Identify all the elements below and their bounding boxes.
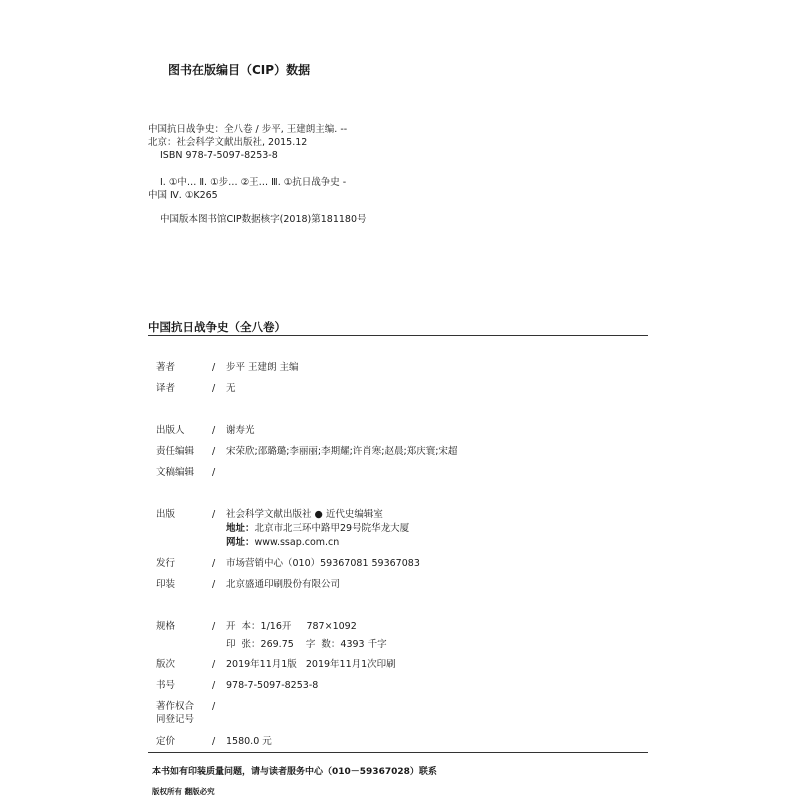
copyright-label-line2: 同登记号: [156, 714, 195, 725]
spec-sheets: 印 张：269.75 字 数：4393 千字: [226, 639, 387, 650]
separator-slash: /: [212, 509, 216, 520]
separator-slash: /: [212, 579, 216, 590]
cip-heading: 图书在版编目（CIP）数据: [168, 63, 311, 77]
separator-slash: /: [212, 446, 216, 457]
quality-notice: 本书如有印装质量问题，请与读者服务中心（010－59367028）联系: [152, 767, 437, 777]
author-value: 步平 王建朗 主编: [226, 362, 299, 373]
footer-divider: [148, 752, 648, 753]
publish-value: 社会科学文献出版社 ● 近代史编辑室: [226, 509, 383, 520]
address-label: 地址：: [226, 523, 255, 534]
spec-format: 开 本：1/16开 787×1092: [226, 621, 357, 632]
separator-slash: /: [212, 621, 216, 632]
cip-line: 北京：社会科学文献出版社, 2015.12: [148, 137, 308, 148]
copyright-label-line1: 著作权合: [156, 701, 195, 712]
isbn-value: 978-7-5097-8253-8: [226, 680, 319, 691]
separator-slash: /: [212, 558, 216, 569]
separator-slash: /: [212, 467, 216, 478]
book-title: 中国抗日战争史（全八卷）: [148, 320, 286, 334]
cip-line: ISBN 978-7-5097-8253-8: [160, 150, 278, 161]
cip-line: Ⅰ. ①中… Ⅱ. ①步… ②王… Ⅲ. ①抗日战争史 -: [160, 177, 347, 188]
separator-slash: /: [212, 362, 216, 373]
publisher-person-label: 出版人: [156, 425, 185, 436]
title-divider: [148, 335, 648, 336]
cip-line: 中国 Ⅳ. ①K265: [148, 190, 218, 201]
separator-slash: /: [212, 736, 216, 747]
separator-slash: /: [212, 383, 216, 394]
address-value: 北京市北三环中路甲29号院华龙大厦: [254, 523, 410, 534]
price-label: 定价: [156, 736, 176, 747]
edition-value: 2019年11月1版 2019年11月1次印刷: [226, 659, 396, 670]
cip-line: 中国抗日战争史：全八卷 / 步平, 王建朗主编. --: [148, 124, 348, 135]
spec-label: 规格: [156, 621, 176, 632]
publish-label: 出版: [156, 509, 176, 520]
address-line: [226, 523, 409, 535]
translator-label: 译者: [156, 383, 176, 394]
rights-notice: 版权所有 翻版必究: [152, 787, 215, 796]
cip-line: 中国版本图书馆CIP数据核字(2018)第181180号: [160, 214, 367, 225]
price-value: 1580.0 元: [226, 736, 272, 747]
separator-slash: /: [212, 701, 216, 712]
separator-slash: /: [212, 659, 216, 670]
translator-value: 无: [226, 383, 236, 394]
isbn-label: 书号: [156, 680, 176, 691]
editor-label: 责任编辑: [156, 446, 195, 457]
publisher-person-value: 谢寿光: [226, 425, 255, 436]
website-value: www.ssap.com.cn: [254, 537, 340, 548]
manuscript-editor-label: 文稿编辑: [156, 467, 195, 478]
printing-label: 印装: [156, 579, 176, 590]
author-label: 著者: [156, 362, 176, 373]
edition-label: 版次: [156, 659, 176, 670]
distribution-label: 发行: [156, 558, 176, 569]
editor-value: 宋荣欣;邵璐璐;李丽丽;李期耀;许肖寒;赵晨;郑庆寰;宋超: [226, 446, 458, 457]
separator-slash: /: [212, 425, 216, 436]
printing-value: 北京盛通印刷股份有限公司: [226, 579, 341, 590]
distribution-value: 市场营销中心（010）59367081 59367083: [226, 558, 420, 569]
separator-slash: /: [212, 680, 216, 691]
website-line: [226, 537, 339, 549]
website-label: 网址：: [226, 537, 255, 548]
